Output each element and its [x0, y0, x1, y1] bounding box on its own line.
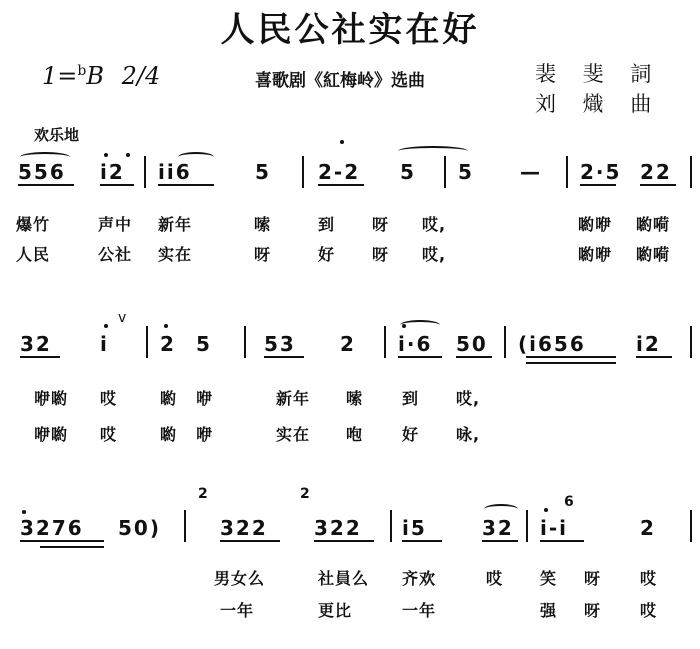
slur-mark: [20, 152, 70, 162]
notes-measure: 50): [118, 516, 161, 540]
breath-mark: v: [118, 310, 127, 326]
notes-measure: 2: [340, 332, 356, 356]
barline: [384, 326, 386, 358]
lyric: 哎: [486, 569, 504, 588]
grace-note: 2: [198, 486, 208, 502]
notes-measure: 2: [640, 516, 656, 540]
underline-beam: [402, 540, 442, 542]
notes-measure: (i656: [518, 332, 586, 356]
notes-measure: i5: [402, 516, 427, 540]
lyric: 嗦: [346, 389, 364, 408]
lyric: 呀: [372, 245, 390, 264]
lyric: 公社: [98, 245, 133, 264]
slur-mark: [178, 152, 214, 162]
lyric: 喲咿: [578, 215, 613, 234]
key-signature: [42, 62, 160, 90]
lyric: 笑: [540, 569, 558, 588]
barline: [690, 510, 692, 542]
underline-beam: [158, 184, 214, 186]
lyric: 男女么: [214, 569, 266, 588]
lyric: 喲: [160, 389, 178, 408]
underline-beam: [318, 184, 364, 186]
key-note: B: [86, 62, 104, 90]
underline-beam: [482, 540, 518, 542]
underline-beam: [40, 546, 104, 548]
underline-beam: [526, 356, 616, 358]
notes-measure: 5: [196, 332, 212, 356]
notes-measure: —: [520, 160, 542, 184]
lyric: 呀: [372, 215, 390, 234]
notes-measure: 5: [458, 160, 474, 184]
lyric: 爆竹: [16, 215, 51, 234]
underline-beam: [640, 184, 676, 186]
notes-measure: 32: [20, 332, 52, 356]
barline: [566, 156, 568, 188]
octave-dot: [544, 508, 548, 512]
lyric: 呀: [584, 569, 602, 588]
lyric: 强: [540, 601, 558, 620]
underline-beam: [20, 540, 104, 542]
underline-beam: [100, 184, 134, 186]
notes-measure: 322: [314, 516, 362, 540]
notes-measure: i·6: [398, 332, 433, 356]
lyric: 实在: [276, 425, 311, 444]
barline: [690, 156, 692, 188]
composer-credit: 刘 熾 曲: [535, 92, 662, 116]
lyric: 哎: [640, 601, 658, 620]
octave-dot: [164, 324, 168, 328]
notes-measure: i-i: [540, 516, 569, 540]
lyric: 齐欢: [402, 569, 437, 588]
lyric: 实在: [158, 245, 193, 264]
notes-measure: 50: [456, 332, 488, 356]
lyric: 哎: [100, 389, 118, 408]
lyric: 喲咿: [578, 245, 613, 264]
octave-dot: [22, 510, 26, 514]
page-title: 人民公社实在好: [220, 10, 480, 50]
underline-beam: [398, 356, 442, 358]
notes-measure: i: [100, 332, 109, 356]
underline-beam: [456, 356, 492, 358]
barline: [444, 156, 446, 188]
octave-dot: [104, 324, 108, 328]
notes-measure: 53: [264, 332, 296, 356]
notes-measure: 22: [640, 160, 672, 184]
flat-sign: b: [77, 63, 87, 79]
notes-measure: 2·5: [580, 160, 622, 184]
octave-dot: [340, 140, 344, 144]
lyric: 咿喲: [34, 389, 69, 408]
slur-mark: [484, 504, 518, 514]
grace-note: 6: [564, 494, 574, 510]
lyric: 到: [402, 389, 420, 408]
notes-measure: 2: [160, 332, 176, 356]
lyric: 哎: [100, 425, 118, 444]
underline-beam: [540, 540, 584, 542]
notes-measure: 5: [255, 160, 271, 184]
underline-beam: [580, 184, 616, 186]
underline-beam: [220, 540, 280, 542]
barline: [144, 156, 146, 188]
octave-dot: [104, 153, 108, 157]
lyric: 咏,: [456, 425, 481, 444]
octave-dot: [126, 153, 130, 157]
barline: [390, 510, 392, 542]
barline: [504, 326, 506, 358]
notes-measure: 322: [220, 516, 268, 540]
notes-measure: 5: [400, 160, 416, 184]
lyric: 喲嗬: [636, 245, 671, 264]
lyric: 喲嗬: [636, 215, 671, 234]
slur-mark: [400, 320, 440, 330]
lyric: 咆: [346, 425, 364, 444]
tempo-marking: 欢乐地: [34, 126, 80, 144]
underline-beam: [18, 184, 74, 186]
lyricist-credit: 裴 斐 詞: [535, 62, 662, 86]
notes-measure: 32: [482, 516, 514, 540]
lyric: 新年: [158, 215, 193, 234]
lyric: 哎,: [456, 389, 481, 408]
barline: [244, 326, 246, 358]
lyric: 一年: [220, 601, 255, 620]
lyric: 呀: [584, 601, 602, 620]
lyric: 咿喲: [34, 425, 69, 444]
lyric: 一年: [402, 601, 437, 620]
barline: [302, 156, 304, 188]
lyric: 好: [402, 425, 420, 444]
notes-measure: 2-2: [318, 160, 361, 184]
underline-beam: [636, 356, 672, 358]
underline-beam: [20, 356, 60, 358]
lyric: 哎,: [422, 245, 447, 264]
lyric: 嗦: [254, 215, 272, 234]
notes-measure: ii6: [158, 160, 192, 184]
time-signature: 2/4: [121, 62, 161, 90]
underline-beam: [264, 356, 304, 358]
barline: [526, 510, 528, 542]
grace-note: 2: [300, 486, 310, 502]
lyric: 人民: [16, 245, 51, 264]
key-label: 1=: [42, 62, 78, 90]
notes-measure: i2: [100, 160, 125, 184]
lyric: 新年: [276, 389, 311, 408]
barline: [690, 326, 692, 358]
lyric: 咿: [196, 425, 214, 444]
subtitle: 喜歌剧《紅梅岭》选曲: [255, 71, 425, 91]
barline: [184, 510, 186, 542]
lyric: 哎,: [422, 215, 447, 234]
barline: [146, 326, 148, 358]
lyric: 好: [318, 245, 336, 264]
lyric: 呀: [254, 245, 272, 264]
underline-beam: [314, 540, 374, 542]
underline-beam: [526, 362, 616, 364]
notes-measure: 3276: [20, 516, 84, 540]
slur-mark: [398, 146, 468, 156]
lyric: 喲: [160, 425, 178, 444]
lyric: 更比: [318, 601, 353, 620]
notes-measure: i2: [636, 332, 661, 356]
lyric: 声中: [98, 215, 133, 234]
octave-dot: [402, 324, 406, 328]
lyric: 咿: [196, 389, 214, 408]
notes-measure: 556: [18, 160, 66, 184]
lyric: 到: [318, 215, 336, 234]
lyric: 社員么: [318, 569, 370, 588]
lyric: 哎: [640, 569, 658, 588]
